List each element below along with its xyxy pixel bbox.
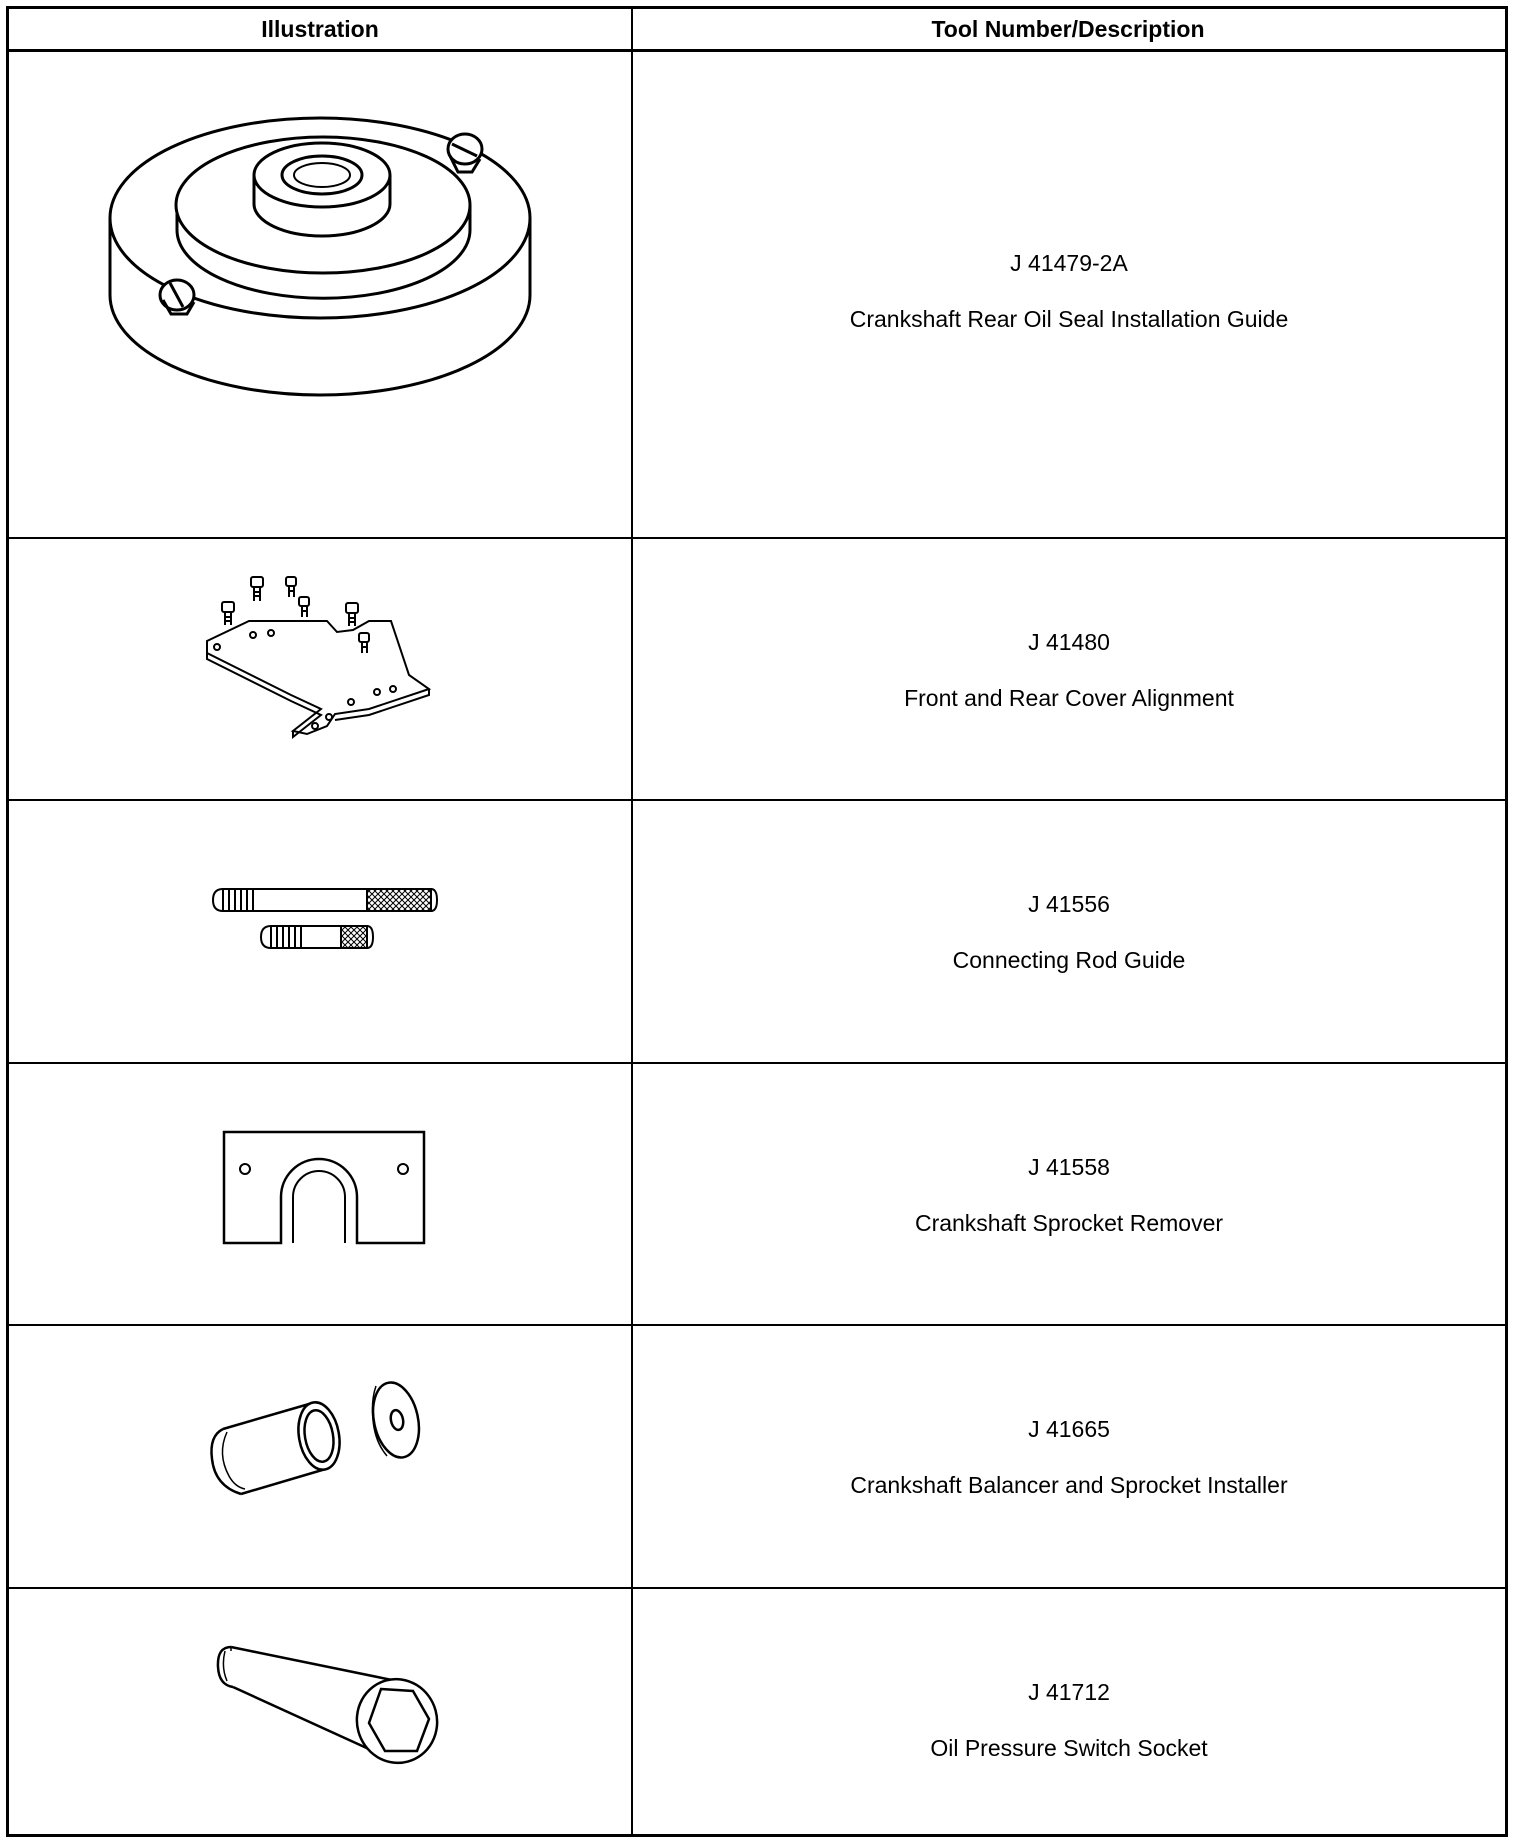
illustration-cell [9,1326,631,1587]
tool-number: J 41665 [1028,1416,1110,1442]
tool-description: Front and Rear Cover Alignment [904,685,1234,711]
tool-number: J 41479-2A [1010,250,1128,276]
table-row [9,52,1505,539]
tool-description: Crankshaft Balancer and Sprocket Installer [850,1472,1288,1498]
tool-number: J 41712 [1028,1679,1110,1705]
tool-description: Connecting Rod Guide [952,947,1186,973]
sprocket-remover-plate-icon [9,1064,631,1326]
description-cell [633,1589,1505,1834]
table-row [9,539,1505,801]
illustration-cell [9,539,631,799]
table-row [9,1589,1505,1834]
tool-number: J 41480 [1028,629,1110,655]
tool-description: Crankshaft Rear Oil Seal Installation Guide [849,306,1289,332]
column-divider [631,9,633,1834]
balancer-installer-icon [9,1326,631,1589]
illustration-cell [9,1589,631,1834]
special-tools-table [6,6,1508,1837]
table-row [9,1064,1505,1326]
header-tool-number-description: Tool Number/Description [931,16,1205,42]
description-cell [633,539,1505,799]
header-illustration: Illustration [261,16,379,42]
illustration-cell [9,801,631,1062]
table-header-row [9,9,1505,52]
description-cell [633,52,1505,537]
description-cell [633,1064,1505,1324]
illustration-cell [9,52,631,537]
tool-description: Oil Pressure Switch Socket [930,1735,1208,1761]
illustration-cell [9,1064,631,1324]
tool-number: J 41558 [1028,1154,1110,1180]
table-row [9,801,1505,1064]
cover-alignment-plate-icon [9,539,631,801]
rod-guide-pins-icon [9,801,631,1064]
seal-installation-guide-icon [9,52,631,539]
table-row [9,1326,1505,1589]
description-cell [633,1326,1505,1587]
tool-description: Crankshaft Sprocket Remover [914,1210,1224,1236]
tool-number: J 41556 [1028,891,1110,917]
oil-pressure-socket-icon [9,1589,631,1834]
description-cell [633,801,1505,1062]
